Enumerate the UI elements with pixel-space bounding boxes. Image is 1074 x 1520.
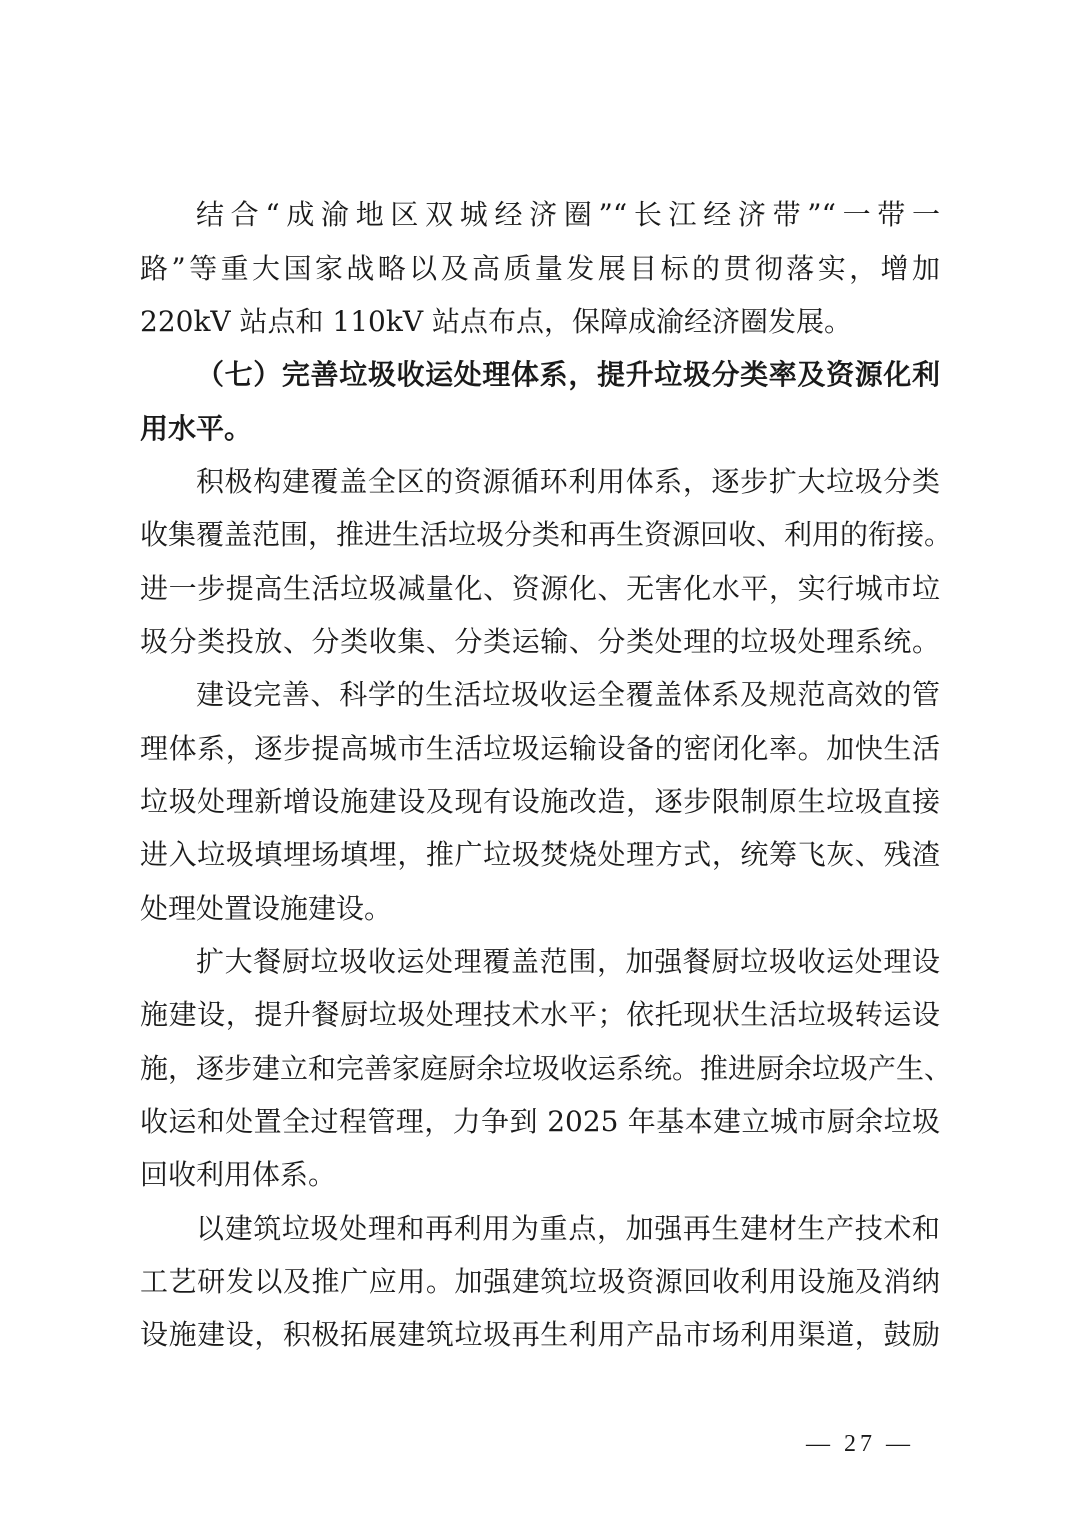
- paragraph-line: 设施建设，积极拓展建筑垃圾再生利用产品市场利用渠道，鼓励: [140, 1318, 940, 1351]
- section-heading: 用水平。: [140, 412, 253, 445]
- paragraph-line: 进一步提高生活垃圾减量化、资源化、无害化水平，实行城市垃: [140, 572, 940, 605]
- paragraph-line: 路”等重大国家战略以及高质量发展目标的贯彻落实，增加: [140, 252, 940, 285]
- paragraph-line: 理体系，逐步提高城市生活垃圾运输设备的密闭化率。加快生活: [140, 732, 940, 765]
- paragraph-line: 垃圾处理新增设施建设及现有设施改造，逐步限制原生垃圾直接: [140, 785, 940, 818]
- paragraph-line: 施，逐步建立和完善家庭厨余垃圾收运系统。推进厨余垃圾产生、: [140, 1052, 953, 1085]
- paragraph-line: 进入垃圾填埋场填埋，推广垃圾焚烧处理方式，统筹飞灰、残渣: [140, 838, 940, 871]
- paragraph-line: 积极构建覆盖全区的资源循环利用体系，逐步扩大垃圾分类: [196, 465, 940, 498]
- section-heading: （七）完善垃圾收运处理体系，提升垃圾分类率及资源化利: [196, 358, 940, 391]
- paragraph-line: 扩大餐厨垃圾收运处理覆盖范围，加强餐厨垃圾收运处理设: [196, 945, 940, 978]
- paragraph-line: 回收利用体系。: [140, 1158, 337, 1191]
- paragraph-line: 以建筑垃圾处理和再利用为重点，加强再生建材生产技术和: [196, 1212, 940, 1245]
- paragraph-line: 施建设，提升餐厨垃圾处理技术水平；依托现状生活垃圾转运设: [140, 998, 940, 1031]
- paragraph-line: 建设完善、科学的生活垃圾收运全覆盖体系及规范高效的管: [196, 678, 940, 711]
- paragraph-line: 圾分类投放、分类收集、分类运输、分类处理的垃圾处理系统。: [140, 625, 940, 658]
- page-number: — 27 —: [806, 1431, 914, 1457]
- paragraph-line: 收集覆盖范围，推进生活垃圾分类和再生资源回收、利用的衔接。: [140, 518, 953, 551]
- paragraph-line: 220kV 站点和 110kV 站点布点，保障成渝经济圈发展。: [140, 305, 852, 338]
- paragraph-line: 处理处置设施建设。: [140, 892, 393, 925]
- paragraph-line: 结合“成渝地区双城经济圈”“长江经济带”“一带一: [196, 198, 940, 231]
- paragraph-line: 收运和处置全过程管理，力争到 2025 年基本建立城市厨余垃圾: [140, 1105, 940, 1138]
- paragraph-line: 工艺研发以及推广应用。加强建筑垃圾资源回收利用设施及消纳: [140, 1265, 940, 1298]
